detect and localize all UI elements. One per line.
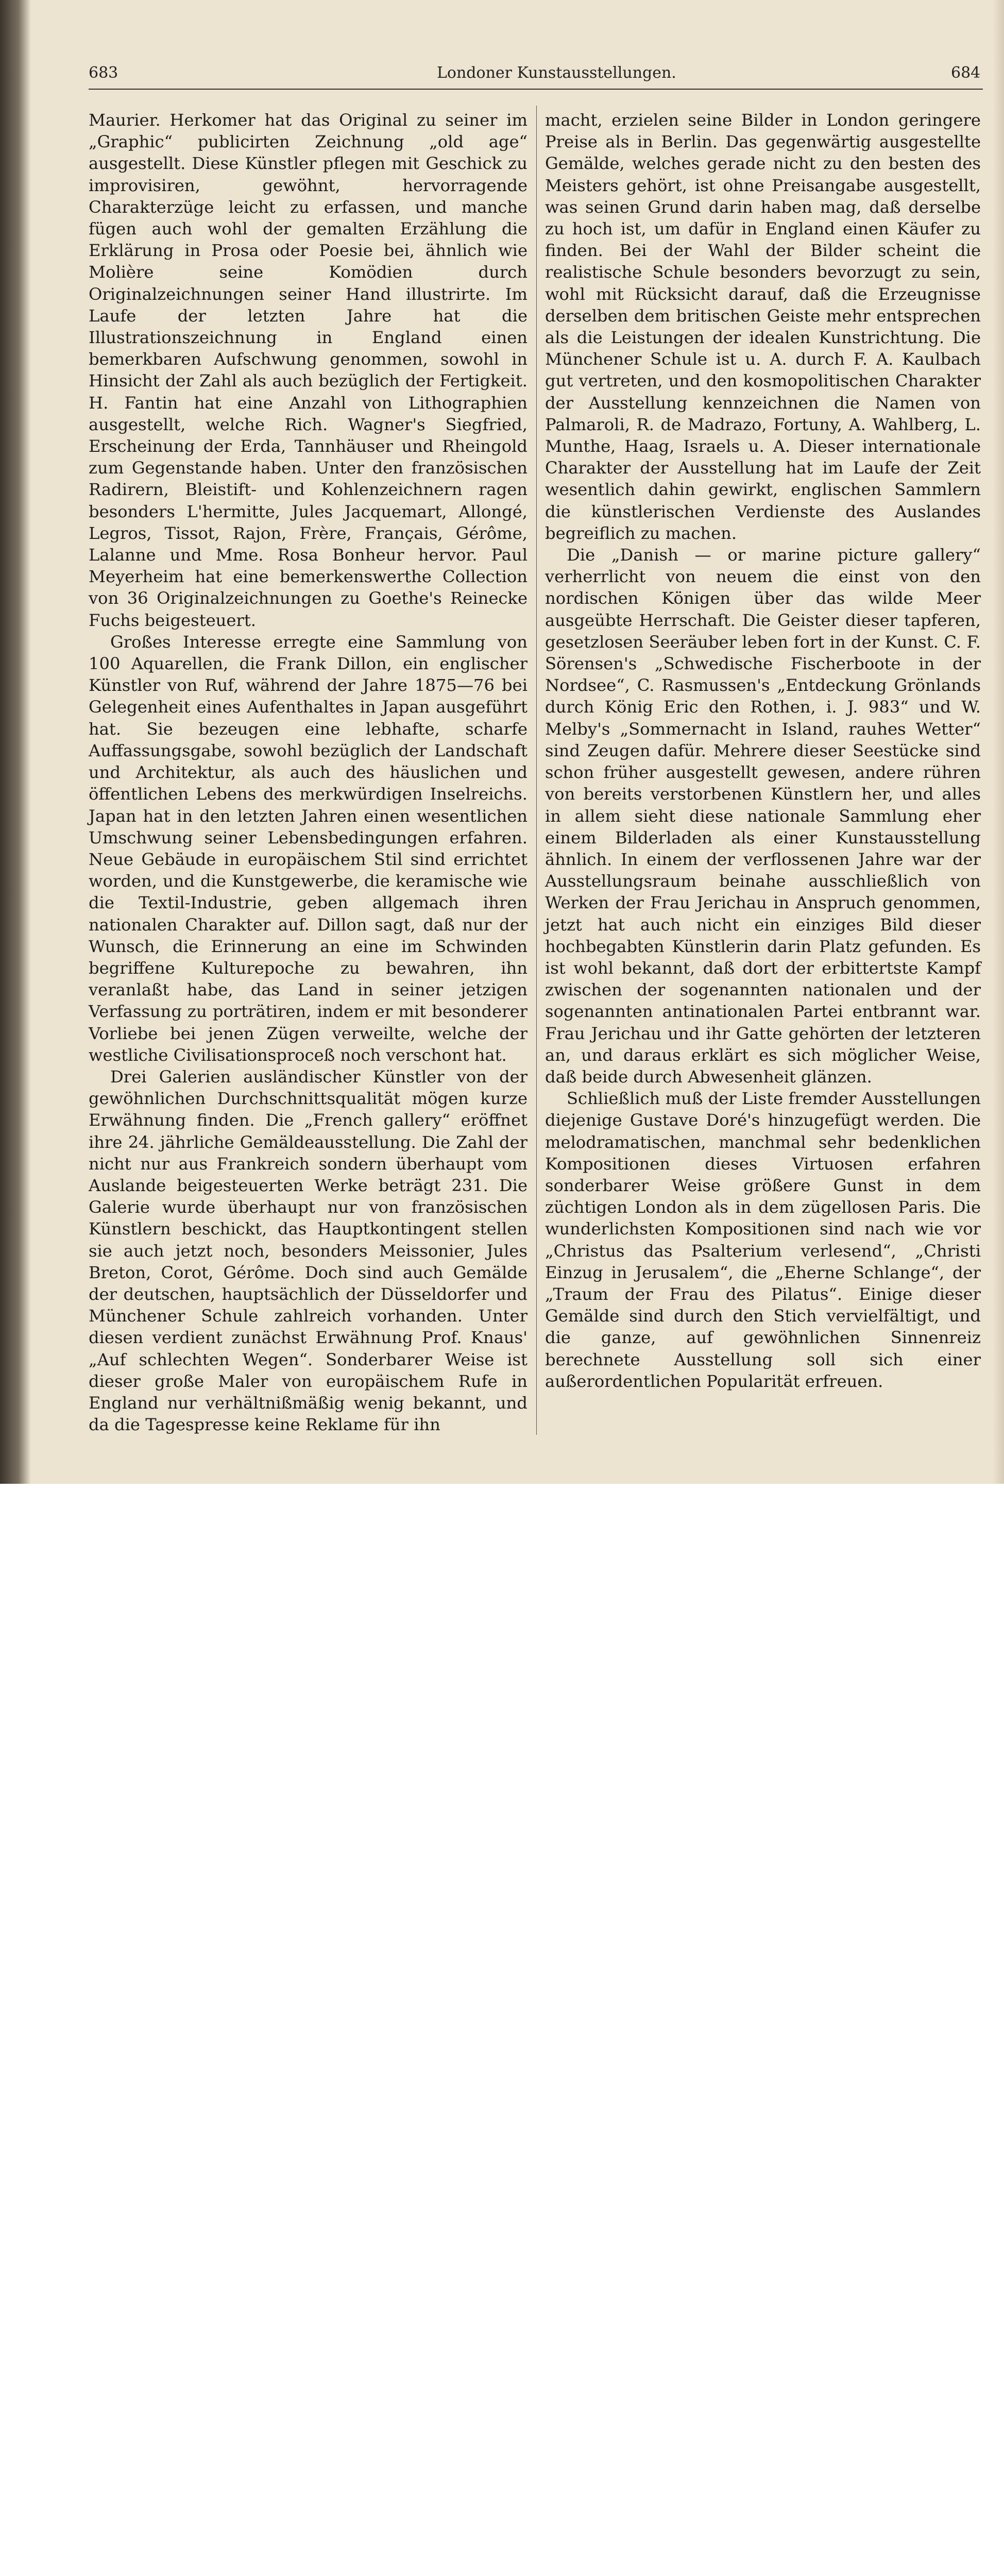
header-rule <box>89 89 983 90</box>
paragraph: Schließlich muß der Liste fremder Ausstellungen diejenige Gustave Doré's hinzugefügt werden. Die melodramatischen, manchmal sehr bedenklichen Kompositionen dieses Virtuosen erfahren sonderbarer Weise größere Gunst in dem züchtigen London als in dem zügellosen Paris. Die wunderlichsten Kompositionen sind nach wie vor „Christus das Psalterium verlesend“, „Christi Einzug in Jerusalem“, die „Eherne Schlange“, der „Traum der Frau des Pilatus“. Einige dieser Gemälde sind durch den Stich vervielfältigt, und die ganze, auf gewöhnlichen Sinnenreiz berechnete Ausstellung soll sich einer außerordentlichen Popularität erfreuen. <box>545 1089 981 1391</box>
paragraph: macht, erzielen seine Bilder in London geringere Preise als in Berlin. Das gegenwärtig ausgestellte Gemälde, welches gerade nicht zu den besten des Meisters gehört, ist ohne Preisangabe ausgestellt, was seinen Grund darin haben mag, daß derselbe zu hoch ist, um dafür in England einen Käufer zu finden. Bei der Wahl der Bilder scheint die realistische Schule besonders bevorzugt zu sein, wohl mit Rücksicht darauf, daß die Erzeugnisse derselben dem britischen Geiste mehr entsprechen als die Leistungen der idealen Kunstrichtung. Die Münchener Schule ist u. A. durch F. A. Kaulbach gut vertreten, und den kosmopolitischen Charakter der Ausstellung kennzeichnen die Namen von Palmaroli, R. de Madrazo, Fortuny, A. Wahlberg, L. Munthe, Haag, Israels u. A. Dieser internationale Charakter der Ausstellung hat im Laufe der Zeit wesentlich dahin gewirkt, englischen Sammlern die künstlerischen Verdienste des Auslandes begreiflich zu machen. <box>545 110 981 543</box>
page-number-left: 683 <box>89 64 118 82</box>
digitization-footer <box>0 1484 1004 1551</box>
paragraph: Maurier. Herkomer hat das Original zu seiner im „Graphic“ publicirten Zeichnung „old age“ ausgestellt. Diese Künstler pflegen mit Geschick zu improvisiren, gewöhnt, hervorragende Charakterzüge leicht zu erfassen, und manche fügen auch wohl der gemalten Erzählung die Erklärung in Prosa oder Poesie bei, ähnlich wie Molière seine Komödien durch Originalzeichnungen seiner Hand illustrirte. Im Laufe der letzten Jahre hat die Illustrationszeichnung in England einen bemerkbaren Aufschwung genommen, sowohl in Hinsicht der Zahl als auch bezüglich der Fertigkeit. H. Fantin hat eine Anzahl von Lithographien ausgestellt, welche Rich. Wagner's Siegfried, Erscheinung der Erda, Tannhäuser und Rheingold zum Gegenstande haben. Unter den französischen Radirern, Bleistift- und Kohlenzeichnern ragen besonders L'hermitte, Jules Jacquemart, Allongé, Legros, Tissot, Rajon, Frère, Français, Gérôme, Lalanne und Mme. Rosa Bonheur hervor. Paul Meyerheim hat eine bemerkenswerthe Collection von 36 Originalzeichnungen zu Goethe's Reinecke Fuchs beigesteuert. <box>89 110 527 630</box>
paragraph: Die „Danish — or marine picture gallery“ verherrlicht von neuem die einst von den nordischen Königen über das wilde Meer ausgeübte Herrschaft. Die Geister dieser tapferen, gesetzlosen Seeräuber leben fort in der Kunst. C. F. Sörensen's „Schwedische Fischerboote in der Nordsee“, C. Rasmussen's „Entdeckung Grönlands durch König Eric den Rothen, i. J. 983“ und W. Melby's „Sommernacht in Island, rauhes Wetter“ sind Zeugen dafür. Mehrere dieser Seestücke sind schon früher ausgestellt gewesen, andere rühren von bereits verstorbenen Künstlern her, und alles in allem sieht diese nationale Sammlung eher einem Bilderladen als einer Kunstausstellung ähnlich. In einem der verflossenen Jahre war der Ausstellungsraum beinahe ausschließlich von Werken der Frau Jerichau in Anspruch genommen, jetzt hat auch nicht ein einziges Bild dieser hochbegabten Künstlerin darin Platz gefunden. Es ist wohl bekannt, daß dort der erbittertste Kampf zwischen der sogenannten nationalen und der sogenannten antinationalen Partei entbrannt war. Frau Jerichau und ihr Gatte gehörten der letzteren an, und daraus erklärt es sich möglicher Weise, daß beide durch Abwesenheit glänzen. <box>545 545 981 1087</box>
paragraph: Drei Galerien ausländischer Künstler von der gewöhnlichen Durchschnittsqualität mögen kurze Erwähnung finden. Die „French gallery“ eröffnet ihre 24. jährliche Gemäldeausstellung. Die Zahl der nicht nur aus Frankreich sondern überhaupt vom Auslande beigesteuerten Werke beträgt 231. Die Galerie wurde überhaupt nur von französischen Künstlern beschickt, das Hauptkontingent stellen sie auch jetzt noch, besonders Meissonier, Jules Breton, Corot, Gérôme. Doch sind auch Gemälde der deutschen, hauptsächlich der Düsseldorfer und Münchener Schule zahlreich vorhanden. Unter diesen verdient zunächst Erwähnung Prof. Knaus' „Auf schlechten Wegen“. Sonderbarer Weise ist dieser große Maler von europäischem Rufe in England nur verhältnißmäßig wenig bekannt, und da die Tagespresse keine Reklame für ihn <box>89 1066 527 1435</box>
column-divider <box>536 106 537 1435</box>
page-number-right: 684 <box>951 64 981 82</box>
book-spine-shadow <box>0 0 31 1484</box>
right-text-column <box>545 109 981 1392</box>
running-title: Londoner Kunstausstellungen. <box>437 64 676 82</box>
left-text-column <box>89 109 527 1435</box>
page-edge <box>993 0 1004 1484</box>
paragraph: Großes Interesse erregte eine Sammlung von 100 Aquarellen, die Frank Dillon, ein englischer Künstler von Ruf, während der Jahre 1875—76 bei Gelegenheit eines Aufenthaltes in Japan ausgeführt hat. Sie bezeugen eine lebhafte, scharfe Auffassungsgabe, sowohl bezüglich der Landschaft und Architektur, als auch des häuslichen und öffentlichen Lebens des merkwürdigen Inselreichs. Japan hat in den letzten Jahren einen wesentlichen Umschwung seiner Lebensbedingungen erfahren. Neue Gebäude in europäischem Stil sind errichtet worden, und die Kunstgewerbe, die keramische wie die Textil-Industrie, geben allgemach ihren nationalen Charakter auf. Dillon sagt, daß nur der Wunsch, die Erinnerung an eine im Schwinden begriffene Kulturepoche zu bewahren, ihn veranlaßt habe, das Land in seiner jetzigen Verfassung zu porträtiren, indem er mit besonderer Vorliebe bei jenen Zügen verweilte, welche der westliche Civilisationsproceß noch verschont hat. <box>89 632 527 1065</box>
